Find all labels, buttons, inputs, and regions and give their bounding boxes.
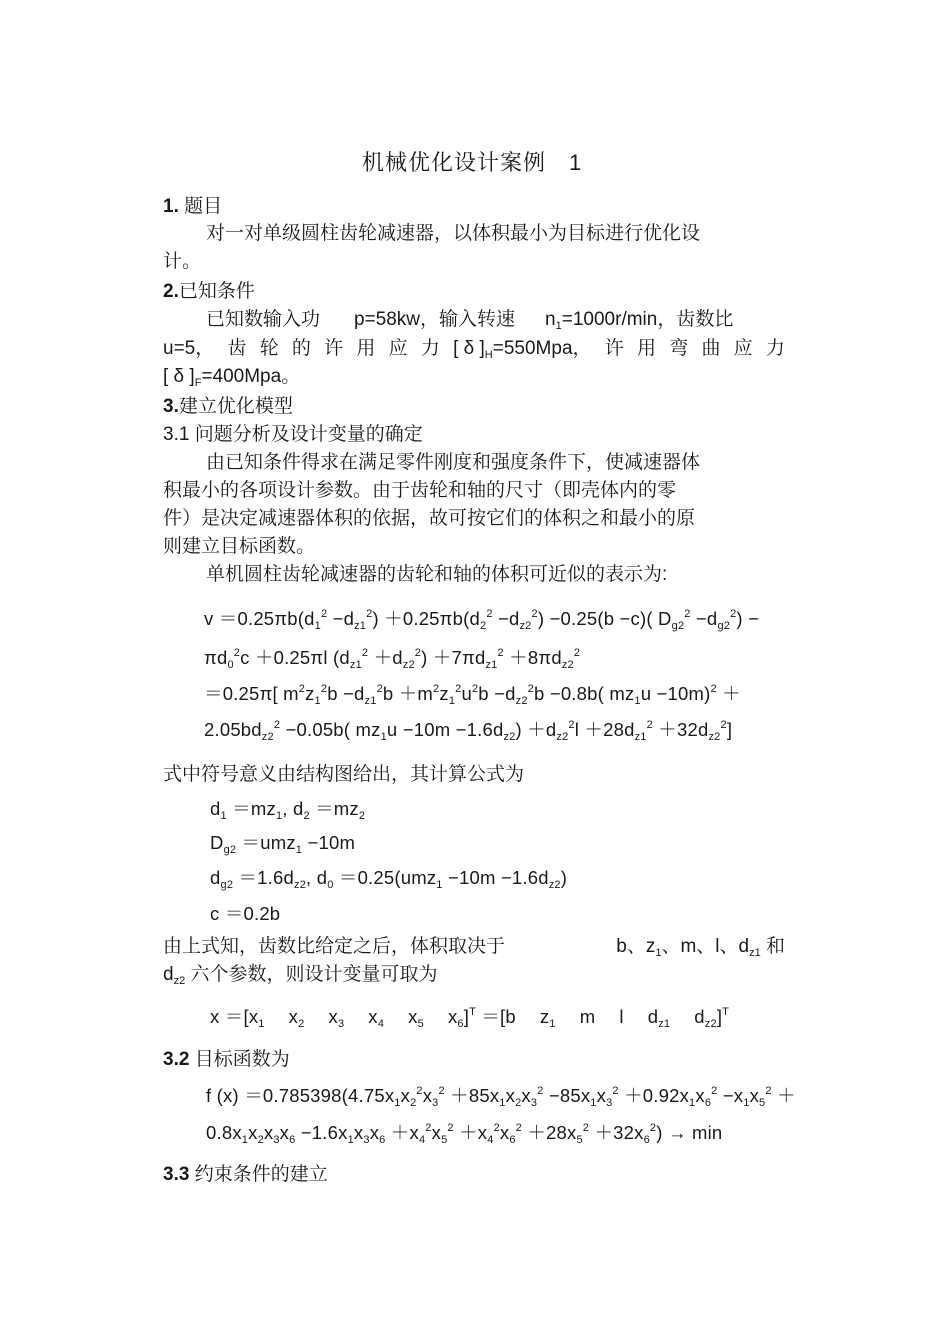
volume-equation-line-3: ＝0.25π[ $m^2z_1^2b -d_{z1}^2b +m^2z_1^2u^2b -d_{z2}^2b -0.8b$( $mz_1u -10m)^2$ ＋: [204, 682, 741, 707]
formula-c: c ＝0.2b: [210, 903, 281, 924]
volume-intro-text: 单机圆柱齿轮减速器的齿轮和轴的体积可近似的表示为:: [206, 564, 668, 585]
analysis-text-line-3: 件）是决定减速器体积的依据，故可按它们的体积之和最小的原: [163, 508, 696, 529]
volume-equation-line-2: $\pi d_0^2c +0.25\pi l$ $(d_{z1}^2 +d_{z2}^2) +7\pi d_{z1}^2 +8\pi d_{z2}^2$: [204, 646, 581, 671]
formula-dg2-d0: $d_{g2} =1.6d_{z2}$, $d_0 =0.25(umz_1 -10m -1.6d_{z2})$: [210, 867, 568, 891]
objective-function-line-1: f $(x) =0.785398(4.75x_1x_2^2x_3^2 +85x_1x_2x_3^2 -85x_1x_3^2 +0.92x_1x_6^2 -x_1x_5^2$ ＋: [206, 1084, 796, 1109]
page-title: 机械优化设计案例 1: [362, 150, 583, 175]
section-1-heading: 1. 题目: [163, 196, 223, 217]
known-conditions-line-3: [ δ ]$_F=400Mpa$。: [163, 366, 301, 389]
section-1-text-line-2: 计。: [163, 251, 202, 272]
known-conditions-line-1: 已知数输入功 p=58kw，输入转速 $n_1=1000r/\min$，齿数比: [206, 309, 734, 332]
analysis-text-line-4: 则建立目标函数。: [163, 536, 316, 557]
design-variables-text-line-2: $d_{z2}$ 六个参数，则设计变量可取为: [163, 964, 438, 987]
volume-equation-line-1: $v =0.25\pi b(d_1^2 -d_{z1}^2) +0.25\pi b(d_2^2 -d_{z2}^2) -0.25(b -c)$( $D_{g2}^2 -d_{g2}^2$) −: [204, 607, 760, 632]
formula-Dg2: $D_{g2} =umz_1 -10m$: [210, 832, 356, 856]
subsection-3-2-heading: 3.2 目标函数为: [163, 1049, 290, 1070]
analysis-text-line-2: 积最小的各项设计参数。由于齿轮和轴的尺寸（即壳体内的零: [163, 480, 677, 501]
section-2-heading: 2.已知条件: [163, 281, 255, 302]
subsection-3-1-heading: 3.1 问题分析及设计变量的确定: [163, 424, 423, 445]
section-1-text-line-1: 对一对单级圆柱齿轮减速器，以体积最小为目标进行优化设: [206, 223, 701, 244]
symbol-explanation-text: 式中符号意义由结构图给出，其计算公式为: [163, 764, 525, 785]
volume-equation-line-4: $2.05bd_{z2}^2 -0.05b$( $mz_1u -10m -1.6d_{z2}) +d_{z2}^2l +28d_{z1}^2 +32d_{z2}^2$]: [204, 718, 733, 743]
section-3-heading: 3.建立优化模型: [163, 396, 293, 417]
formula-d1-d2: $d_1 =mz_1$, $d_2 =mz_2$: [210, 798, 366, 822]
subsection-3-3-heading: 3.3 约束条件的建立: [163, 1164, 328, 1185]
analysis-text-line-1: 由已知条件得求在满足零件刚度和强度条件下，使减速器体: [206, 452, 701, 473]
design-variable-vector: $x =[x_1$ $x_2$ $x_3$ $x_4$ $x_5$ $x_6]^T =[b$ $z_1$ m l $d_{z1}$ $d_{z2}]^T$: [210, 1005, 730, 1030]
design-variables-text-line-1: 由上式知，齿数比给定之后，体积取决于 b、$z_1$、m、l、$d_{z1}$ 和: [163, 936, 785, 959]
objective-function-line-2: $0.8x_1x_2x_3x_6 -1.6x_1x_3x_6 +x_4^2x_5^2 +x_4^2x_6^2 +28x_5^2 +32x_6^2) \to \min$: [206, 1121, 723, 1146]
known-conditions-line-2: u=5， 齿 轮 的 许 用 应 力 [ δ ]$_H=550Mpa$， 许 用 弯 曲 应 力: [163, 338, 785, 361]
